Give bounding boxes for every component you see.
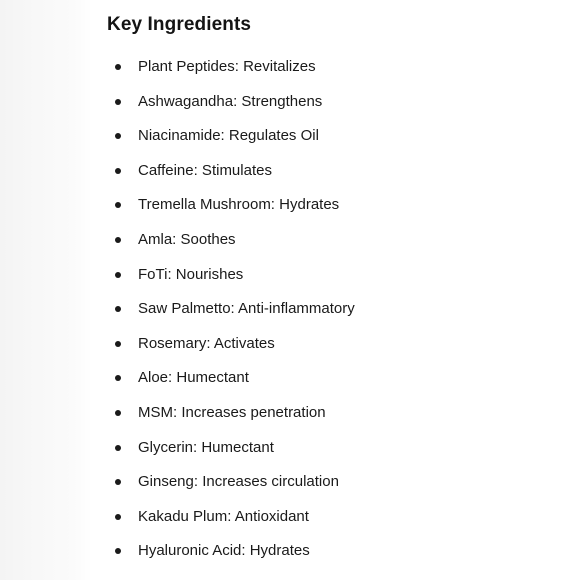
ingredient-list xyxy=(107,55,567,574)
ingredient-text: Amla: Soothes xyxy=(138,230,236,248)
bullet-icon xyxy=(115,133,121,139)
list-item xyxy=(107,366,567,401)
bullet-icon xyxy=(115,64,121,70)
ingredient-text: FoTi: Nourishes xyxy=(138,265,244,283)
bullet-icon xyxy=(115,479,121,485)
bullet-icon xyxy=(115,99,121,105)
list-item xyxy=(107,539,567,574)
bullet-icon xyxy=(115,375,121,381)
list-item xyxy=(107,401,567,436)
bullet-icon xyxy=(115,272,121,278)
bullet-icon xyxy=(115,306,121,312)
bullet-icon xyxy=(115,341,121,347)
list-item xyxy=(107,55,567,90)
list-item xyxy=(107,436,567,471)
list-item xyxy=(107,263,567,298)
bullet-icon xyxy=(115,548,121,554)
ingredient-text: Saw Palmetto: Anti-inflammatory xyxy=(138,300,355,318)
ingredient-text: Glycerin: Humectant xyxy=(138,438,274,456)
section-heading: Key Ingredients xyxy=(107,14,252,35)
left-edge-shade xyxy=(0,0,92,580)
list-item xyxy=(107,193,567,228)
bullet-icon xyxy=(115,514,121,520)
list-item xyxy=(107,124,567,159)
ingredient-text: MSM: Increases penetration xyxy=(138,403,326,421)
list-item xyxy=(107,228,567,263)
ingredient-text: Kakadu Plum: Antioxidant xyxy=(138,507,309,525)
list-item xyxy=(107,159,567,194)
list-item xyxy=(107,470,567,505)
list-item xyxy=(107,332,567,367)
bullet-icon xyxy=(115,202,121,208)
ingredient-text: Tremella Mushroom: Hydrates xyxy=(138,196,340,214)
bullet-icon xyxy=(115,168,121,174)
ingredient-text: Niacinamide: Regulates Oil xyxy=(138,127,319,145)
bullet-icon xyxy=(115,237,121,243)
ingredient-text: Rosemary: Activates xyxy=(138,334,275,352)
ingredient-text: Ginseng: Increases circulation xyxy=(138,473,339,491)
ingredient-text: Ashwagandha: Strengthens xyxy=(138,92,323,110)
ingredient-text: Caffeine: Stimulates xyxy=(138,161,272,179)
ingredients-section xyxy=(107,12,567,574)
ingredient-text: Plant Peptides: Revitalizes xyxy=(138,58,316,75)
list-item xyxy=(107,90,567,125)
ingredient-text: Hyaluronic Acid: Hydrates xyxy=(138,542,310,560)
ingredient-text: Aloe: Humectant xyxy=(138,369,249,387)
bullet-icon xyxy=(115,445,121,451)
list-item xyxy=(107,505,567,540)
bullet-icon xyxy=(115,410,121,416)
list-item xyxy=(107,297,567,332)
